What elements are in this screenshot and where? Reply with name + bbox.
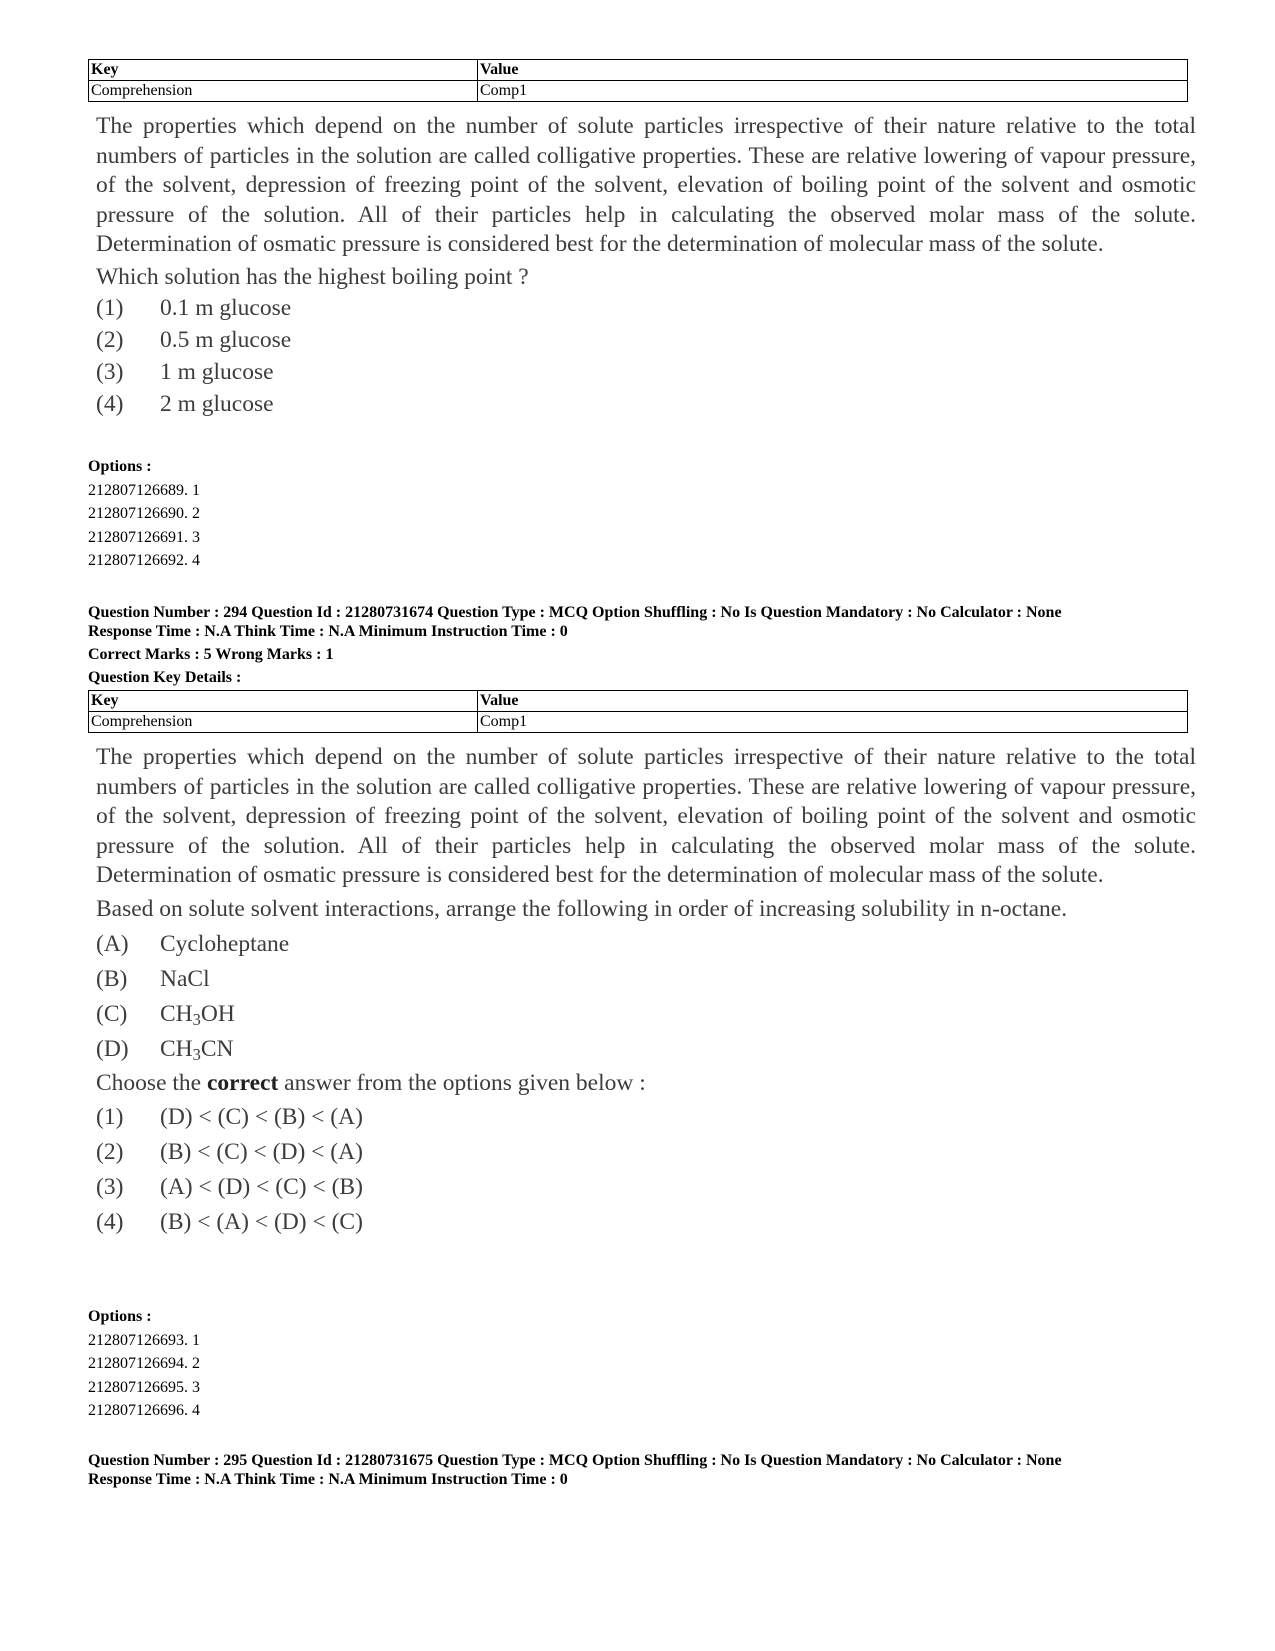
table-cell-value: Comp1 bbox=[478, 81, 1188, 102]
compound-label: (D) bbox=[96, 1035, 129, 1062]
answer-choice-number: (4) bbox=[96, 1208, 124, 1235]
table-cell-key: Comprehension bbox=[89, 81, 478, 102]
answer-choice bbox=[96, 324, 1196, 356]
choose-instruction: Choose the correct answer from the options given below : bbox=[96, 1069, 646, 1096]
question-key-details-label: Question Key Details : bbox=[88, 669, 242, 686]
question-text: Which solution has the highest boiling point ? bbox=[96, 263, 529, 290]
compound-label: (C) bbox=[96, 1000, 128, 1027]
option-id-item: 212807126695. 3 bbox=[88, 1378, 200, 1396]
table-header-key: Key bbox=[89, 691, 478, 712]
comprehension-passage: The properties which depend on the number of solute particles irrespective of their nature relative to the total numbers of particles in the solution are called colligative properties. These are relative lowering of vapour pressure, of the solvent, depression of freezing point of the solvent, elevation of boiling point of the solvent and osmotic pressure of the solution. All of their particles help in calculating the observed molar mass of the solute. Determination of osmatic pressure is considered best for the determination of molecular mass of the solute. bbox=[96, 113, 1196, 258]
table-cell-value: Comp1 bbox=[478, 712, 1188, 733]
compound-name: Cycloheptane bbox=[160, 930, 290, 957]
options-title: Options : bbox=[88, 1308, 152, 1325]
answer-choice-number: (1) bbox=[96, 1103, 124, 1130]
question-meta-line: Question Number : 294 Question Id : 21280731674 Question Type : MCQ Option Shuffling : No Is Question Mandatory : No Calculator : None bbox=[88, 604, 1062, 621]
question-key-table bbox=[88, 59, 1188, 102]
option-id-item: 212807126689. 1 bbox=[88, 481, 200, 499]
question-image-block bbox=[96, 112, 1196, 420]
answer-choice-number: (3) bbox=[96, 358, 124, 385]
compound-label: (B) bbox=[96, 965, 128, 992]
answer-choice-number: (4) bbox=[96, 390, 124, 417]
table-header-value: Value bbox=[478, 691, 1188, 712]
answer-choice bbox=[96, 1205, 1196, 1240]
question-meta-header bbox=[88, 1451, 1208, 1489]
question-meta-line: Question Number : 295 Question Id : 21280731675 Question Type : MCQ Option Shuffling : No Is Question Mandatory : No Calculator : None bbox=[88, 1452, 1062, 1469]
compound-formula: $CH_3CN$ bbox=[160, 1035, 234, 1064]
question-meta-line: Response Time : N.A Think Time : N.A Minimum Instruction Time : 0 bbox=[88, 623, 568, 640]
compound-formula: $CH_3OH$ bbox=[160, 1000, 235, 1029]
option-id-item: 212807126696. 4 bbox=[88, 1402, 200, 1419]
answer-choice-number: (3) bbox=[96, 1173, 124, 1200]
question-marks: Correct Marks : 5 Wrong Marks : 1 bbox=[88, 646, 334, 663]
question-meta-line: Response Time : N.A Think Time : N.A Minimum Instruction Time : 0 bbox=[88, 1471, 568, 1488]
answer-choice-text: (D) < (C) < (B) < (A) bbox=[160, 1103, 363, 1130]
answer-choice bbox=[96, 1100, 1196, 1135]
options-list bbox=[88, 455, 200, 573]
option-id-item: 212807126694. 2 bbox=[88, 1355, 200, 1372]
option-id-item: 212807126690. 2 bbox=[88, 505, 200, 522]
table-header-key: Key bbox=[89, 60, 478, 81]
answer-choice-text: 0.1 m glucose bbox=[160, 294, 292, 321]
answer-choice-text: 2 m glucose bbox=[160, 390, 274, 417]
option-id-item: 212807126692. 4 bbox=[88, 552, 200, 569]
answer-choice bbox=[96, 292, 1196, 324]
answer-choice bbox=[96, 388, 1196, 420]
answer-choice-text: (A) < (D) < (C) < (B) bbox=[160, 1173, 363, 1200]
compound-item bbox=[96, 927, 1196, 962]
option-id-item: 212807126693. 1 bbox=[88, 1331, 200, 1349]
answer-choice-number: (2) bbox=[96, 326, 124, 353]
answer-choice-text: (B) < (C) < (D) < (A) bbox=[160, 1138, 363, 1165]
options-list bbox=[88, 1305, 200, 1423]
comprehension-passage: The properties which depend on the number of solute particles irrespective of their nature relative to the total numbers of particles in the solution are called colligative properties. These are relative lowering of vapour pressure, of the solvent, depression of freezing point of the solvent, elevation of boiling point of the solvent and osmotic pressure of the solution. All of their particles help in calculating the observed molar mass of the solute. Determination of osmatic pressure is considered best for the determination of molecular mass of the solute. bbox=[96, 744, 1196, 889]
answer-choice-text: 0.5 m glucose bbox=[160, 326, 292, 353]
table-header-value: Value bbox=[478, 60, 1188, 81]
question-image-block bbox=[96, 743, 1196, 1240]
option-id-item: 212807126691. 3 bbox=[88, 528, 200, 546]
answer-choice-text: (B) < (A) < (D) < (C) bbox=[160, 1208, 363, 1235]
answer-choice bbox=[96, 1170, 1196, 1205]
table-cell-key: Comprehension bbox=[89, 712, 478, 733]
answer-choice-text: 1 m glucose bbox=[160, 358, 274, 385]
compound-item bbox=[96, 997, 1196, 1032]
compound-label: (A) bbox=[96, 930, 129, 957]
table-header-row bbox=[89, 60, 1188, 81]
table-header-row bbox=[89, 691, 1188, 712]
answer-choice bbox=[96, 1135, 1196, 1170]
table-row bbox=[89, 712, 1188, 733]
answer-choice-number: (2) bbox=[96, 1138, 124, 1165]
compound-item bbox=[96, 1032, 1196, 1067]
question-text: Based on solute solvent interactions, arrange the following in order of increasing solubility in n-octane. bbox=[96, 895, 1068, 922]
compound-name: NaCl bbox=[160, 965, 210, 992]
question-key-table bbox=[88, 690, 1188, 733]
compound-item bbox=[96, 962, 1196, 997]
answer-choice bbox=[96, 356, 1196, 388]
question-meta-header bbox=[88, 603, 1208, 641]
options-title: Options : bbox=[88, 458, 152, 475]
table-row bbox=[89, 81, 1188, 102]
answer-choice-number: (1) bbox=[96, 294, 124, 321]
